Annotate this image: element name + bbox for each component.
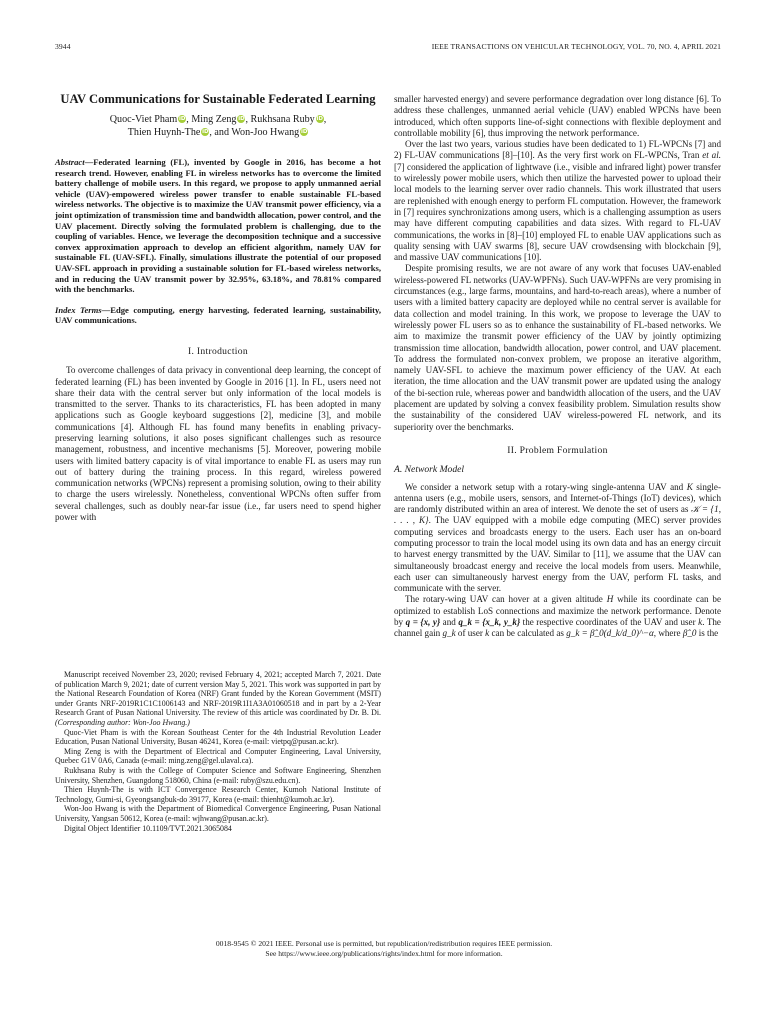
body-text: We consider a network setup with a rotary-wing single-antenna UAV and xyxy=(405,481,687,492)
body-text: . The UAV equipped with a mobile edge computing (MEC) server provides computing services and broadcasts energy to the users. Each user has an on-board computing processor to train the local model using its own data and has an energy circuit to harvest energy transmitted by the UAV. Similar to [11], we assume that the UAV can simultaneously broadcast energy and receive the local models from users. Meanwhile, each user can simultaneously harvest energy from the UAV, perform FL tasks, and communicate with the server. xyxy=(394,515,722,594)
body-text: can be calculated as xyxy=(489,628,567,639)
math-symbol: H xyxy=(606,594,614,605)
corresponding-author: (Corresponding author: Won-Joo Hwang.) xyxy=(55,717,190,727)
body-text: Over the last two years, various studies have been dedicated to 1) FL-WPCNs [7] and 2) FL-UAV communications [8]–[10]. As the very first work on FL-WPCNs, Tran xyxy=(394,139,721,161)
footnote-affiliation: Won-Joo Hwang is with the Department of Biomedical Convergence Engineering, Pusan National University, Yangsan 50612, Korea (e-mail: wjhwang@pusan.ac.kr). xyxy=(55,804,381,823)
footnote-text: Manuscript received November 23, 2020; revised February 4, 2021; accepted March 7, 2021. Date of publication March 9, 2021; date of current version May 5, 2021. This work was supported in part by the National Research Foundation of Korea (NRF) Grant funded by the Korean Government (MSIT) under Grants NRF-2019R1C1C1006143 and NRF-2019R1I1A3A01060518 and in part by a 2-Year Research Grant of Pusan National University. The review of this article was coordinated by Dr. B. Di. xyxy=(55,670,381,718)
author-name: , Ming Zeng xyxy=(186,114,237,125)
right-column xyxy=(394,94,721,640)
body-text-italic: et al. xyxy=(702,150,721,161)
abstract-label: Abstract xyxy=(55,157,85,167)
body-paragraph: smaller harvested energy) and severe performance degradation over long distance [6]. To address these challenges, unmanned aerial vehicle (UAV) enabled WPCNs have been introduced, which often supports line-of-sight connections with flexible deployment and controllable mobility [6], thus improving the network performance. xyxy=(394,94,721,138)
author-separator: , xyxy=(323,114,327,125)
math-symbol: β̂_0 xyxy=(682,628,697,639)
index-terms xyxy=(55,305,381,326)
footnote-affiliation: Thien Huynh-The is with ICT Convergence Research Center, Kumoh National Institute of Technology, Gumi-si, Gyeongsangbuk-do 39177, Korea (e-mail: thienht@kumoh.ac.kr). xyxy=(55,785,381,804)
abstract xyxy=(55,157,381,295)
left-column xyxy=(55,92,381,523)
orcid-icon[interactable]: iD xyxy=(300,129,308,135)
footnote-affiliation: Quoc-Viet Pham is with the Korean Southeast Center for the 4th Industrial Revolution Leader Education, Pusan National University, Busan 46241, Korea (e-mail: vietpq@pusan.ac.kr). xyxy=(55,727,381,747)
body-text: while its coordinate can be optimized to establish LoS connections and maximize the network performance. Denote by xyxy=(394,594,721,628)
body-text: is the xyxy=(696,628,719,639)
footnote-affiliation: Rukhsana Ruby is with the College of Computer Science and Software Engineering, Shenzhen University, Shenzhen, Guangdong 518060, China (e-mail: ruby@szu.edu.cn). xyxy=(55,765,381,785)
index-terms-text: —Edge computing, energy harvesting, federated learning, sustainability, UAV communications. xyxy=(55,304,381,326)
math-expression: g_k = β̂_0(d_k/d_0)^−α xyxy=(566,628,654,639)
math-expression: q_k = {x_k, y_k} xyxy=(458,617,521,628)
author-name: , and Won-Joo Hwang xyxy=(209,127,300,138)
intro-paragraph: To overcome challenges of data privacy in conventional deep learning, the concept of federated learning (FL) has been invented by Google in 2016 [1]. In FL, users need not share their data with the central server but only information of the local models is transmitted to the server. Thanks to its characteristics, FL has been adopted in many applications such as Google keyboard suggestions [2], medicine [3], and mobile communications [4]. Although FL has found many benefits in enabling privacy-preserving learning solutions, it also poses significant challenges such as resource management, robustness, and incentive mechanisms [5]. Moreover, powering mobile users with limited battery capacity is of vital importance to enable FL as users may run out of battery during the training process. In this regard, wireless powered communication networks (WPCNs) represent a promising solution, owing to their ability to charge the users wirelessly. Nonetheless, conventional WPCNs often suffer from several challenges, such as doubly near-far issue (i.e., far users need to spend higher power with xyxy=(55,365,381,523)
body-paragraph xyxy=(394,139,721,263)
author-list xyxy=(55,113,381,139)
footnote-manuscript xyxy=(55,670,381,728)
body-text: and xyxy=(440,617,459,628)
author-name: Thien Huynh-The xyxy=(127,127,201,138)
footnotes xyxy=(55,670,381,833)
math-expression: q = {x, y} xyxy=(405,617,441,628)
math-symbol: K xyxy=(686,481,693,492)
orcid-icon[interactable]: iD xyxy=(316,116,323,122)
math-expression: 𝒦 = {1, . . . , K} xyxy=(394,504,721,526)
body-text: The rotary-wing UAV can hover at a given altitude xyxy=(405,594,607,605)
body-text: [7] considered the application of lightwave (i.e., visible and infrared light) power transfer to wirelessly power mobile users, which then utilize the harvested power to upload their local models to the learning server over radio channels. This work illustrated that users are replenished with enough energy to perform FL computation. However, the framework in [7] requires synchronizations among users, which is a challenging assumption as users may have different computing capabilities and data sizes. With regard to FL-UAV communications, the works in [8]–[10] employed FL to enable UAV applications such as quality sensing with UAV swarms [8], secure UAV crowdsensing with blockchain [9], and massive UAV communications [10]. xyxy=(394,161,721,263)
orcid-icon[interactable]: iD xyxy=(202,129,209,135)
body-paragraph: Despite promising results, we are not aware of any work that focuses UAV-enabled wireless-powered FL networks (UAV-WPFNs). Such UAV-WPFNs are very promising in circumstances (e.g., large farms, mountains, and hard-to-reach areas), where a number of users with a limited battery capacity are deployed while no central server is available for data collection and model training. In this work, we propose to leverage the UAV to wirelessly power FL users so as to enhance the sustainability of FL-based networks. We aim to maximize the transmit power efficiency of the UAV by jointly optimizing transmission time allocation, bandwidth allocation, power control, and UAV placement. To address the formulated non-convex problem, we propose an iterative algorithm, namely UAV-SFL to achieve the maximum power efficiency of the UAV. At each iteration, the time allocation and the UAV transmit power are updated using the analogy of the bi-section rule, whereas power and bandwidth allocation of the users, and the UAV placement are updated by solving a convex feasibility problem. Simulation results show the sustainability of the considered UAV wireless-powered FL network, and its superiority over the benchmarks. xyxy=(394,263,721,432)
math-symbol: k xyxy=(698,617,703,628)
copyright-line: 0018-9545 © 2021 IEEE. Personal use is permitted, but republication/redistribution requires IEEE permission. xyxy=(215,939,553,948)
body-text: . The channel gain xyxy=(394,617,721,639)
author-name: , Rukhsana Ruby xyxy=(245,114,315,125)
subsection-heading-network-model: A. Network Model xyxy=(394,464,465,476)
body-text: , where xyxy=(653,628,683,639)
paper-title: UAV Communications for Sustainable Federated Learning xyxy=(60,92,376,106)
orcid-icon[interactable]: iD xyxy=(179,116,186,122)
math-symbol: g_k xyxy=(442,628,456,639)
math-symbol: k xyxy=(485,628,490,639)
author-name: Quoc-Viet Pham xyxy=(109,114,178,125)
abstract-text: —Federated learning (FL), invented by Google in 2016, has become a hot research trend. However, enabling FL in wireless networks has to overcome the limited battery challenge of mobile users. In this regard, we propose to apply unmanned aerial vehicle (UAV)-empowered wireless power transfer to enable sustainable FL-based wireless networks. The objective is to maximize the UAV transmit power efficiency, via a joint optimization of transmission time and bandwidth allocation, power control, and the UAV placement. Directly solving the formulated problem is challenging, due to the coupling of variables. Hence, we leverage the decomposition technique and a successive convex approximation approach to develop an efficient algorithm, namely UAV for sustainable FL (UAV-SFL). Finally, simulations illustrate the potential of our proposed UAV-SFL approach in providing a sustainable solution for FL-based wireless networks, and in reducing the UAV transmit power by 32.95%, 63.18%, and 78.81% compared with the benchmarks. xyxy=(55,157,381,295)
body-text: single-antenna users (e.g., mobile users, sensors, and Internet-of-Things (IoT) devices), which are randomly distributed within an area of interest. We denote the set of users as xyxy=(394,481,721,515)
footnote-affiliation: Ming Zeng is with the Department of Electrical and Computer Engineering, Laval University, Quebec G1V 0A6, Canada (e-mail: ming.zeng@gel.ulaval.ca). xyxy=(55,746,381,766)
body-text: the respective coordinates of the UAV and user xyxy=(520,617,699,628)
orcid-icon[interactable]: iD xyxy=(238,116,245,122)
body-text: of user xyxy=(455,628,486,639)
page-number: 3944 xyxy=(55,42,71,51)
section-heading-problem-formulation: II. Problem Formulation xyxy=(507,444,608,456)
journal-header: IEEE TRANSACTIONS ON VEHICULAR TECHNOLOGY, VOL. 70, NO. 4, APRIL 2021 xyxy=(431,42,721,51)
rights-link[interactable]: See https://www.ieee.org/publications/rights/index.html for more information. xyxy=(265,949,503,958)
body-paragraph xyxy=(394,594,721,639)
index-terms-label: Index Terms xyxy=(55,304,102,315)
footnote-doi: Digital Object Identifier 10.1109/TVT.2021.3065084 xyxy=(64,823,232,833)
section-heading-introduction: I. Introduction xyxy=(188,345,248,357)
body-paragraph xyxy=(394,482,721,595)
copyright-footer xyxy=(0,939,768,959)
